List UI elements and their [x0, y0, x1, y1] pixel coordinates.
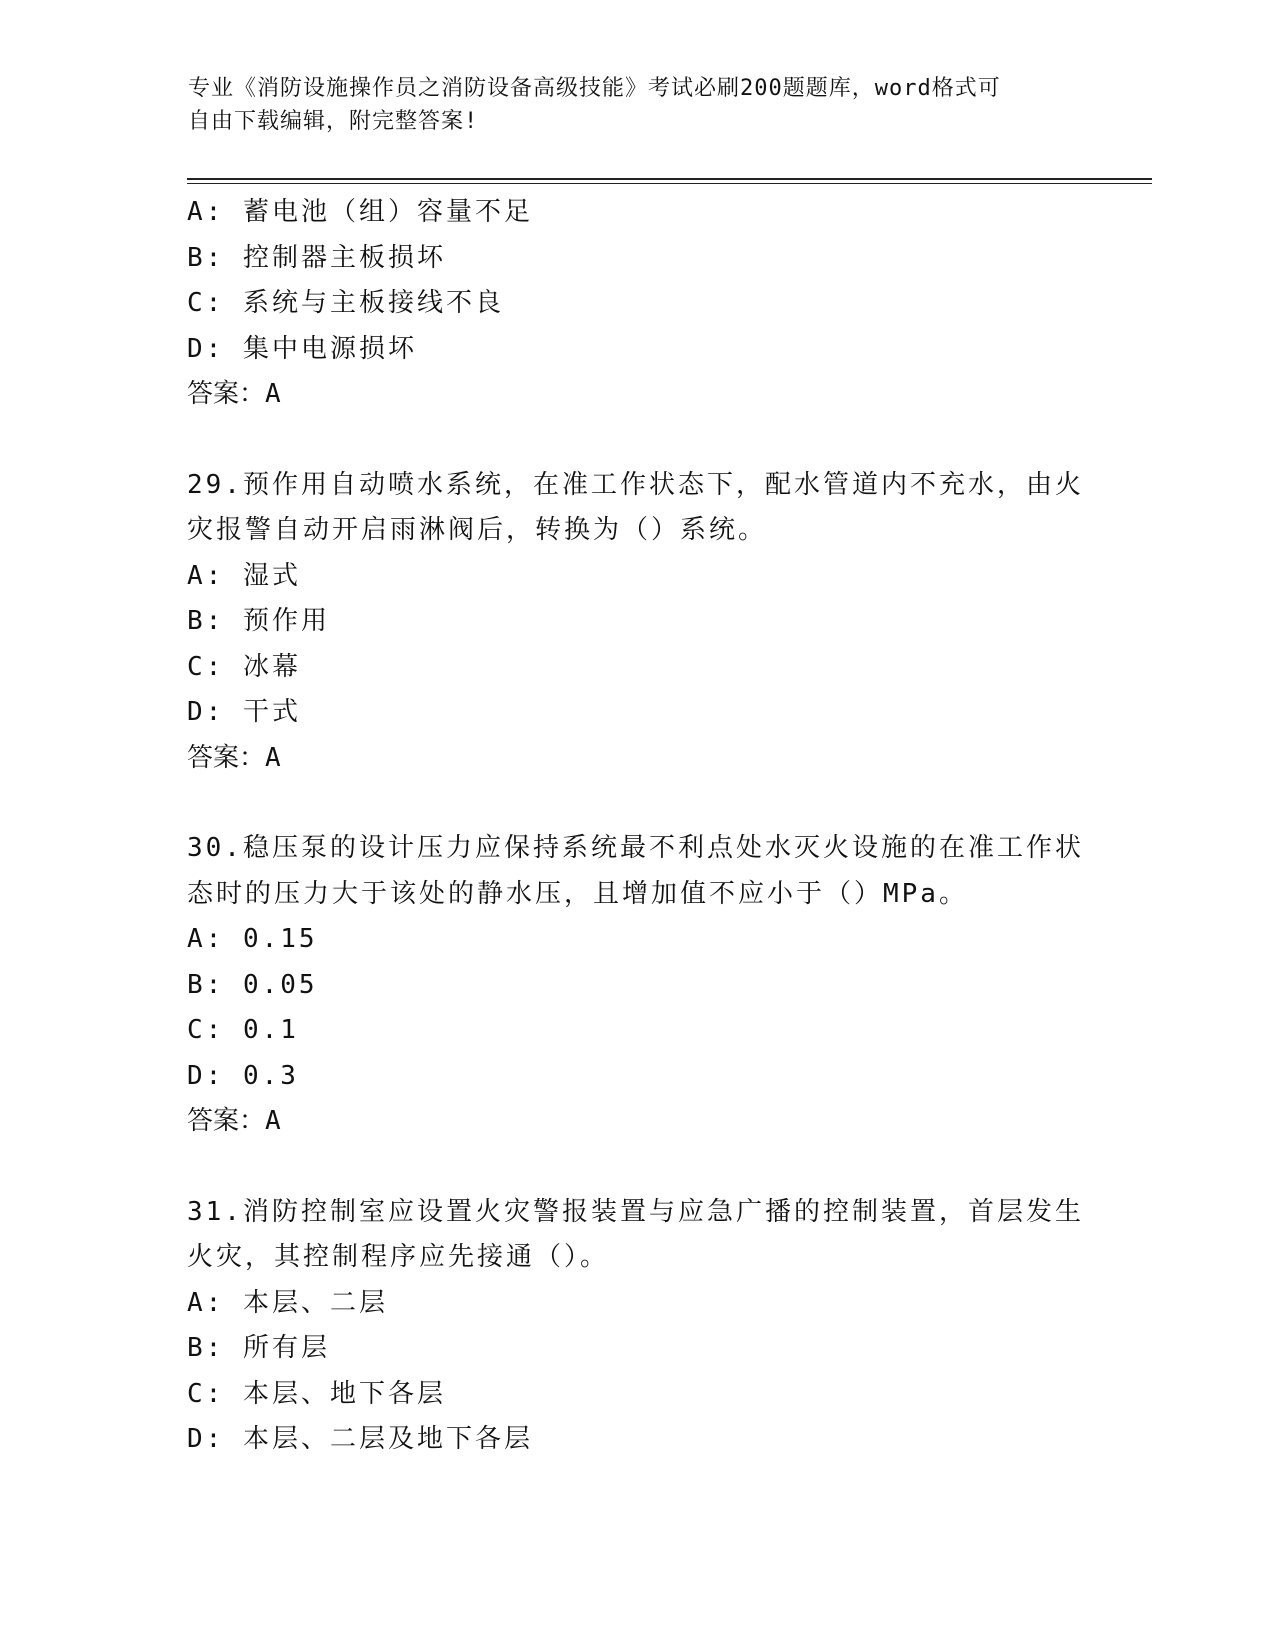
option-c: C: 系统与主板接线不良 — [187, 288, 504, 318]
question-block — [187, 463, 1147, 782]
answer-value: A — [265, 379, 284, 409]
option-b: B: 0.05 — [187, 969, 318, 1000]
option-c: C: 冰幕 — [187, 651, 301, 682]
option-b: B: 预作用 — [187, 606, 330, 636]
question-stem: 29.预作用自动喷水系统，在准工作状态下，配水管道内不充水，由火 — [187, 469, 1084, 500]
page-header — [188, 72, 1068, 138]
answer-line — [187, 372, 1147, 418]
option-d: D: 本层、二层及地下各层 — [187, 1424, 533, 1454]
answer-label: 答案： — [187, 379, 266, 409]
question-list — [187, 190, 1147, 1463]
header-line-1: 专业《消防设施操作员之消防设备高级技能》考试必刷200题题库，word格式可 — [188, 76, 1001, 101]
question-stem: 灾报警自动开启雨淋阀后，转换为（）系统。 — [187, 515, 768, 545]
answer-line — [187, 1099, 1147, 1145]
option-a: A: 本层、二层 — [187, 1287, 388, 1318]
question-stem: 态时的压力大于该处的静水压，且增加值不应小于（）MPa。 — [187, 878, 968, 909]
option-b: B: 所有层 — [187, 1333, 330, 1363]
answer-label: 答案： — [187, 742, 266, 773]
question-block — [187, 1190, 1147, 1463]
question-stem: 31.消防控制室应设置火灾警报装置与应急广播的控制装置，首层发生 — [187, 1196, 1084, 1227]
option-c: C: 本层、地下各层 — [187, 1378, 446, 1409]
answer-line — [187, 736, 1147, 782]
header-line-2: 自由下载编辑，附完整答案! — [188, 109, 479, 134]
question-block — [187, 826, 1147, 1145]
option-d: D: 0.3 — [187, 1060, 299, 1091]
question-stem: 30.稳压泵的设计压力应保持系统最不利点处水灭火设施的在准工作状 — [187, 833, 1084, 863]
header-divider — [187, 178, 1152, 184]
option-c: C: 0.1 — [187, 1015, 299, 1045]
option-d: D: 干式 — [187, 697, 301, 727]
option-a: A: 0.15 — [187, 924, 318, 954]
option-d: D: 集中电源损坏 — [187, 333, 417, 364]
option-a: A: 湿式 — [187, 560, 301, 591]
answer-label: 答案： — [187, 1106, 266, 1136]
question-stem: 火灾，其控制程序应先接通（）。 — [187, 1242, 610, 1272]
option-a: A: 蓄电池（组）容量不足 — [187, 197, 533, 227]
answer-value: A — [265, 742, 284, 773]
question-block — [187, 190, 1147, 418]
answer-value: A — [265, 1106, 284, 1136]
option-b: B: 控制器主板损坏 — [187, 242, 446, 273]
